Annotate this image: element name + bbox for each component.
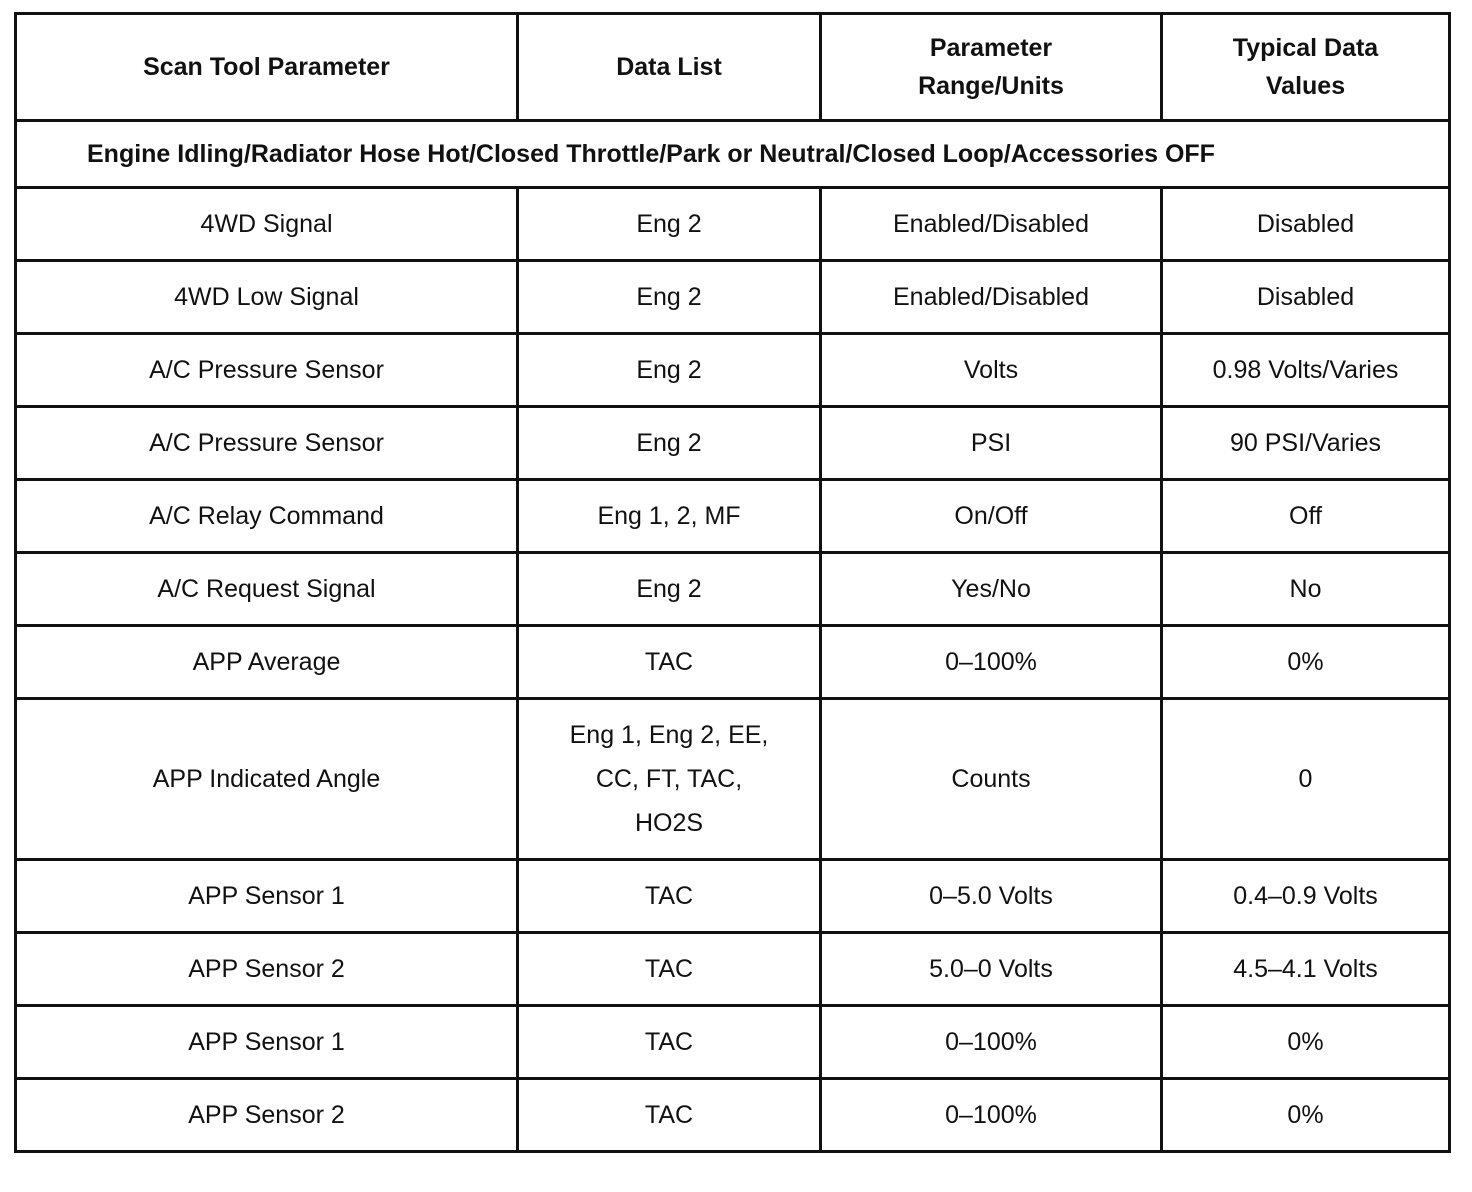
cell-range: 0–5.0 Volts	[821, 860, 1162, 933]
cell-typical: Disabled	[1162, 188, 1450, 261]
cell-data-list: Eng 2	[518, 334, 821, 407]
cell-range: 0–100%	[821, 1079, 1162, 1152]
cell-typical: 0.4–0.9 Volts	[1162, 860, 1450, 933]
cell-data-list: TAC	[518, 1079, 821, 1152]
header-data-list: Data List	[518, 14, 821, 121]
cell-parameter: APP Sensor 2	[16, 1079, 518, 1152]
cell-data-list: TAC	[518, 860, 821, 933]
cell-parameter: APP Indicated Angle	[16, 699, 518, 860]
cell-range: Enabled/Disabled	[821, 188, 1162, 261]
cell-typical: 0	[1162, 699, 1450, 860]
table-row	[16, 334, 1450, 407]
table-row	[16, 860, 1450, 933]
cell-parameter: A/C Pressure Sensor	[16, 407, 518, 480]
cell-data-list: TAC	[518, 626, 821, 699]
scan-tool-data-table	[14, 12, 1451, 1153]
cell-data-list: Eng 2	[518, 553, 821, 626]
cell-parameter: APP Sensor 2	[16, 933, 518, 1006]
table-row	[16, 626, 1450, 699]
table-row	[16, 261, 1450, 334]
cell-data-list: Eng 2	[518, 188, 821, 261]
condition-row	[16, 121, 1450, 188]
cell-typical: 4.5–4.1 Volts	[1162, 933, 1450, 1006]
cell-typical: 90 PSI/Varies	[1162, 407, 1450, 480]
cell-range: Enabled/Disabled	[821, 261, 1162, 334]
cell-typical: 0%	[1162, 1006, 1450, 1079]
cell-range: 0–100%	[821, 1006, 1162, 1079]
cell-data-list: TAC	[518, 1006, 821, 1079]
table-row	[16, 553, 1450, 626]
cell-typical: Disabled	[1162, 261, 1450, 334]
header-typical-data-values: Typical Data Values	[1162, 14, 1450, 121]
cell-data-list: Eng 1, 2, MF	[518, 480, 821, 553]
cell-range: Counts	[821, 699, 1162, 860]
table-row	[16, 188, 1450, 261]
header-parameter-range-units: Parameter Range/Units	[821, 14, 1162, 121]
cell-parameter: APP Sensor 1	[16, 860, 518, 933]
table-row	[16, 699, 1450, 860]
cell-data-list: Eng 1, Eng 2, EE, CC, FT, TAC, HO2S	[518, 699, 821, 860]
cell-range: PSI	[821, 407, 1162, 480]
table-row	[16, 1006, 1450, 1079]
cell-typical: 0%	[1162, 626, 1450, 699]
cell-parameter: 4WD Signal	[16, 188, 518, 261]
cell-typical: No	[1162, 553, 1450, 626]
cell-parameter: 4WD Low Signal	[16, 261, 518, 334]
cell-parameter: APP Average	[16, 626, 518, 699]
cell-range: Volts	[821, 334, 1162, 407]
table-row	[16, 1079, 1450, 1152]
cell-typical: 0%	[1162, 1079, 1450, 1152]
header-row	[16, 14, 1450, 121]
cell-parameter: A/C Request Signal	[16, 553, 518, 626]
cell-range: 0–100%	[821, 626, 1162, 699]
cell-typical: Off	[1162, 480, 1450, 553]
header-scan-tool-parameter: Scan Tool Parameter	[16, 14, 518, 121]
cell-data-list: TAC	[518, 933, 821, 1006]
cell-range: On/Off	[821, 480, 1162, 553]
cell-range: Yes/No	[821, 553, 1162, 626]
operating-condition: Engine Idling/Radiator Hose Hot/Closed Throttle/Park or Neutral/Closed Loop/Accessories OFF	[16, 121, 1450, 188]
cell-data-list: Eng 2	[518, 261, 821, 334]
table-row	[16, 933, 1450, 1006]
cell-parameter: APP Sensor 1	[16, 1006, 518, 1079]
cell-data-list: Eng 2	[518, 407, 821, 480]
cell-range: 5.0–0 Volts	[821, 933, 1162, 1006]
cell-typical: 0.98 Volts/Varies	[1162, 334, 1450, 407]
table-row	[16, 407, 1450, 480]
cell-parameter: A/C Pressure Sensor	[16, 334, 518, 407]
cell-parameter: A/C Relay Command	[16, 480, 518, 553]
table-row	[16, 480, 1450, 553]
